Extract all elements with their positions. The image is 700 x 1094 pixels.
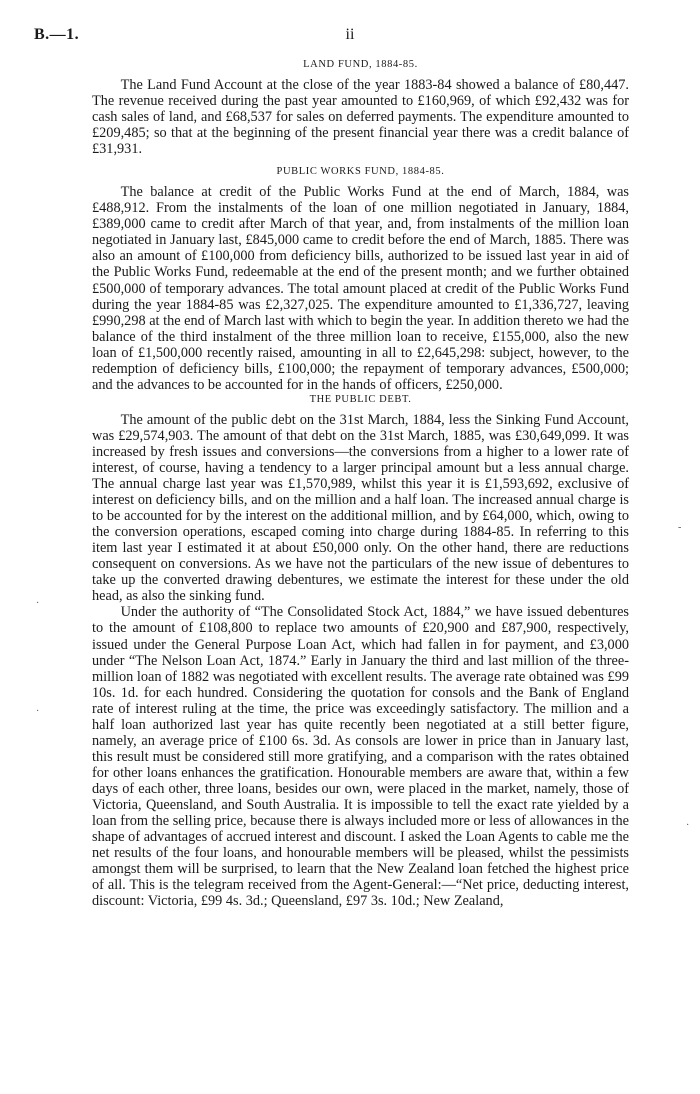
section-title: THE PUBLIC DEBT. xyxy=(309,393,412,405)
page-body xyxy=(92,58,629,909)
paragraph: Under the authority of “The Consolidated Stock Act, 1884,” we have issued debentures to the amount of £108,800 to replace two amounts of £20,900 and £87,900, respectively, issued under the General Purpose Loan Act, which had fallen in for payment, and £3,000 under “The Nelson Loan Act, 1874.” Early in January the third and last million of the three-million loan of 1882 was negotiated with excellent results. The average rate obtained was £99 10s. 1d. for each hundred. Considering the quotation for consols and the Bank of England rate of interest ruling at the time, the price was exceedingly satisfactory. The million and a half loan authorized last year has quite recently been negotiated at a still better figure, namely, an average price of £100 6s. 3d. As consols are lower in price than in January last, this result must be considered still more gratifying, and a comparison with the rates obtained for other loans enhances the gratification. Honourable members are aware that, within a few days of each other, three loans, besides our own, were placed in the market, namely, those of Victoria, Queensland, and South Australia. It is impossible to tell the exact rate yielded by a loan from the selling price, because there is always included more or less of allowances in the shape of advantages of accrued interest and discount. I asked the Loan Agents to cable me the net results of the four loans, and honourable members will be pleased, whilst the pessimists amongst them will be surprised, to learn that the New Zealand loan fetched the highest price of all. This is the telegram received from the Agent-General:—“Net price, deducting interest, discount: Victoria, £99 4s. 3d.; Queensland, £97 3s. 10d.; New Zealand, xyxy=(92,604,629,910)
section-land-fund xyxy=(92,58,629,157)
page-header xyxy=(34,26,666,48)
paragraph: The Land Fund Account at the close of the year 1883-84 showed a balance of £80,447. The revenue received during the past year amounted to £160,969, of which £92,432 was for cash sales of land, and £68,537 for sales on deferred payments. The expenditure amounted to £209,485; so that at the beginning of the present financial year there was a credit balance of £31,931. xyxy=(92,77,629,158)
margin-mark: · xyxy=(686,820,690,831)
section-public-debt xyxy=(92,393,629,909)
margin-mark: - xyxy=(678,522,682,533)
section-title: PUBLIC WORKS FUND, 1884-85. xyxy=(276,166,445,178)
section-title: LAND FUND, 1884-85. xyxy=(303,59,418,70)
document-reference: B.—1. xyxy=(34,26,80,43)
paragraph: The amount of the public debt on the 31st March, 1884, less the Sinking Fund Account, was £29,574,903. The amount of that debt on the 31st March, 1885, was £30,649,099. It was increased by fresh issues and conversions—the conversions from a higher to a lower rate of interest, of course, having a tendency to a larger principal amount but a less annual charge. The annual charge last year was £1,570,989, whilst this year it is £1,593,692, exclusive of interest on deficiency bills, and on the million and a half loan. The increased annual charge is to be accounted for by the interest on the additional million, and by £64,000, which, owing to the conversion operations, escaped coming into charge during 1884-85. In referring to this item last year I estimated it at about £50,000 only. On the other hand, there are reductions consequent on conversions. As we have not the particulars of the new issue of debentures to take up the converted drawing debentures, we estimate the interest for these under the old head, as also the sinking fund. xyxy=(92,411,629,605)
section-public-works-fund xyxy=(92,165,629,393)
margin-mark: · xyxy=(36,706,40,717)
page-number: ii xyxy=(345,26,355,43)
paragraph: The balance at credit of the Public Works Fund at the end of March, 1884, was £488,912. From the instalments of the loan of one million negotiated in January, 1884, £389,000 came to credit after March of that year, and, from instalments of the million loan negotiated in January last, £845,000 came to credit before the end of March, 1885. There was also an amount of £100,000 from deficiency bills, authorized to be issued last year in aid of the Public Works Fund, redeemable at the end of the present month; and we further obtained £500,000 of temporary advances. The total amount placed at credit of the Public Works Fund during the year 1884-85 was £2,327,025. The expenditure amounted to £1,336,727, leaving £990,298 at the end of March last with which to begin the year. In addition thereto we had the balance of the third instalment of the three million loan to receive, £155,000, also the new loan of £1,500,000 recently raised, amounting in all to £2,645,298: subject, however, to the redemption of deficiency bills, £100,000; the repayment of temporary advances, £500,000; and the advances to be accounted for in the hands of officers, £250,000. xyxy=(92,184,629,393)
margin-mark: · xyxy=(36,598,40,609)
